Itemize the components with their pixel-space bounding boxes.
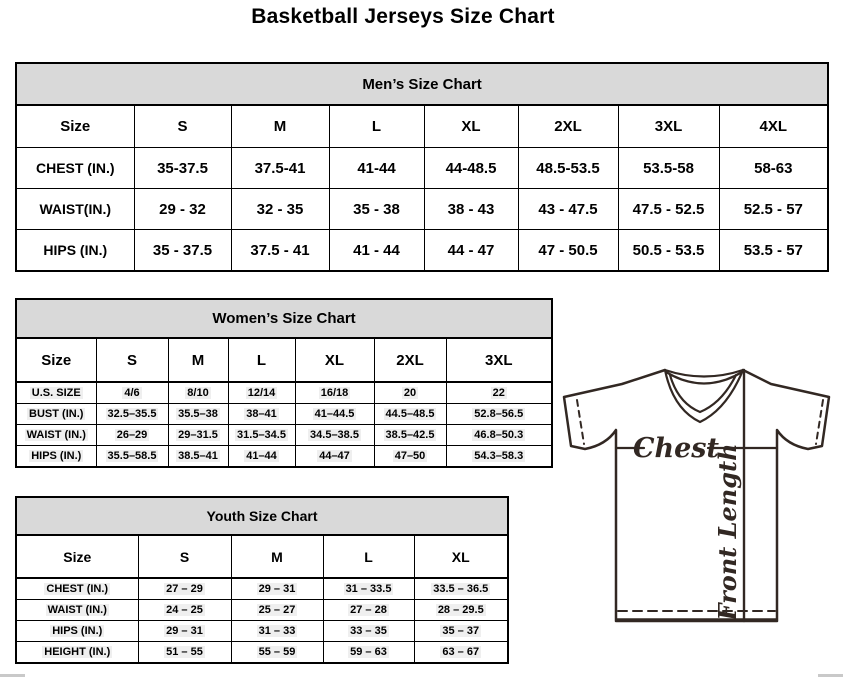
row-label: U.S. SIZE: [16, 382, 96, 404]
womens-chart-title: Women’s Size Chart: [16, 299, 552, 338]
row-label: HIPS (IN.): [16, 621, 138, 642]
column-header: XL: [424, 105, 518, 148]
table-row: [16, 148, 828, 189]
row-label: WAIST(IN.): [16, 189, 134, 230]
cell: 34.5–38.5: [295, 425, 374, 446]
column-header: Size: [16, 535, 138, 578]
cell: 44 - 47: [424, 230, 518, 272]
row-label: HIPS (IN.): [16, 446, 96, 468]
cell: 4/6: [96, 382, 168, 404]
cell: 37.5-41: [231, 148, 329, 189]
cell: 41–44.5: [295, 404, 374, 425]
cell: 25 – 27: [231, 600, 323, 621]
cell: 24 – 25: [138, 600, 231, 621]
mens-chart-band-row: [16, 63, 828, 105]
womens-size-chart-table: [15, 298, 553, 468]
cell: 29–31.5: [168, 425, 228, 446]
column-header: S: [138, 535, 231, 578]
cell: 41-44: [329, 148, 424, 189]
jersey-diagram: [556, 364, 843, 628]
youth-size-chart-table: [15, 496, 509, 664]
row-label: CHEST (IN.): [16, 148, 134, 189]
mens-chart-header-row: [16, 105, 828, 148]
cell: 44–47: [295, 446, 374, 468]
cell: 16/18: [295, 382, 374, 404]
column-header: 2XL: [518, 105, 618, 148]
cell: 48.5-53.5: [518, 148, 618, 189]
column-header: Size: [16, 105, 134, 148]
cell: 27 – 29: [138, 578, 231, 600]
cell: 41–44: [228, 446, 295, 468]
cell: 31 – 33: [231, 621, 323, 642]
column-header: 3XL: [446, 338, 552, 382]
front-length-label: Front Length: [713, 443, 742, 621]
column-header: L: [228, 338, 295, 382]
column-header: Size: [16, 338, 96, 382]
row-label: WAIST (IN.): [16, 600, 138, 621]
cell: 27 – 28: [323, 600, 414, 621]
row-label: HIPS (IN.): [16, 230, 134, 272]
cell: 29 – 31: [231, 578, 323, 600]
cell: 35 - 37.5: [134, 230, 231, 272]
row-label: BUST (IN.): [16, 404, 96, 425]
column-header: L: [323, 535, 414, 578]
cell: 59 – 63: [323, 642, 414, 664]
column-header: XL: [295, 338, 374, 382]
cell: 38.5–42.5: [374, 425, 446, 446]
column-header: S: [96, 338, 168, 382]
table-row: [16, 230, 828, 272]
cell: 55 – 59: [231, 642, 323, 664]
cell: 31.5–34.5: [228, 425, 295, 446]
cell: 44-48.5: [424, 148, 518, 189]
page-edge-artifact-right: [818, 674, 843, 677]
table-row: [16, 600, 508, 621]
cell: 35 – 37: [414, 621, 508, 642]
cell: 52.8–56.5: [446, 404, 552, 425]
cell: 35 - 38: [329, 189, 424, 230]
cell: 12/14: [228, 382, 295, 404]
cell: 54.3–58.3: [446, 446, 552, 468]
cell: 35.5–38: [168, 404, 228, 425]
table-row: [16, 621, 508, 642]
table-row: [16, 642, 508, 664]
cell: 58-63: [719, 148, 828, 189]
cell: 44.5–48.5: [374, 404, 446, 425]
womens-chart-header-row: [16, 338, 552, 382]
cell: 53.5 - 57: [719, 230, 828, 272]
table-row: [16, 404, 552, 425]
cell: 32.5–35.5: [96, 404, 168, 425]
column-header: 3XL: [618, 105, 719, 148]
table-row: [16, 425, 552, 446]
column-header: 4XL: [719, 105, 828, 148]
cell: 33.5 – 36.5: [414, 578, 508, 600]
column-header: S: [134, 105, 231, 148]
cell: 47 - 50.5: [518, 230, 618, 272]
cell: 20: [374, 382, 446, 404]
cell: 35-37.5: [134, 148, 231, 189]
chest-label: Chest: [633, 433, 719, 464]
row-label: WAIST (IN.): [16, 425, 96, 446]
cell: 33 – 35: [323, 621, 414, 642]
column-header: 2XL: [374, 338, 446, 382]
cell: 26–29: [96, 425, 168, 446]
cell: 29 - 32: [134, 189, 231, 230]
cell: 47–50: [374, 446, 446, 468]
cell: 52.5 - 57: [719, 189, 828, 230]
cell: 41 - 44: [329, 230, 424, 272]
page-edge-artifact-left: [0, 674, 25, 677]
youth-chart-title: Youth Size Chart: [16, 497, 508, 535]
cell: 37.5 - 41: [231, 230, 329, 272]
cell: 63 – 67: [414, 642, 508, 664]
column-header: M: [168, 338, 228, 382]
cell: 38–41: [228, 404, 295, 425]
table-row: [16, 446, 552, 468]
column-header: M: [231, 535, 323, 578]
cell: 31 – 33.5: [323, 578, 414, 600]
jersey-outline: [564, 370, 829, 621]
cell: 35.5–58.5: [96, 446, 168, 468]
cell: 53.5-58: [618, 148, 719, 189]
row-label: HEIGHT (IN.): [16, 642, 138, 664]
mens-chart-title: Men’s Size Chart: [16, 63, 828, 105]
table-row: [16, 578, 508, 600]
cell: 51 – 55: [138, 642, 231, 664]
mens-size-chart-table: [15, 62, 829, 272]
page-title: Basketball Jerseys Size Chart: [251, 5, 555, 28]
cell: 47.5 - 52.5: [618, 189, 719, 230]
youth-chart-header-row: [16, 535, 508, 578]
cell: 38 - 43: [424, 189, 518, 230]
cell: 8/10: [168, 382, 228, 404]
cell: 28 – 29.5: [414, 600, 508, 621]
womens-chart-band-row: [16, 299, 552, 338]
cell: 38.5–41: [168, 446, 228, 468]
cell: 22: [446, 382, 552, 404]
cell: 43 - 47.5: [518, 189, 618, 230]
column-header: L: [329, 105, 424, 148]
table-row: [16, 382, 552, 404]
cell: 29 – 31: [138, 621, 231, 642]
column-header: M: [231, 105, 329, 148]
cell: 46.8–50.3: [446, 425, 552, 446]
youth-chart-band-row: [16, 497, 508, 535]
column-header: XL: [414, 535, 508, 578]
row-label: CHEST (IN.): [16, 578, 138, 600]
table-row: [16, 189, 828, 230]
cell: 32 - 35: [231, 189, 329, 230]
cell: 50.5 - 53.5: [618, 230, 719, 272]
